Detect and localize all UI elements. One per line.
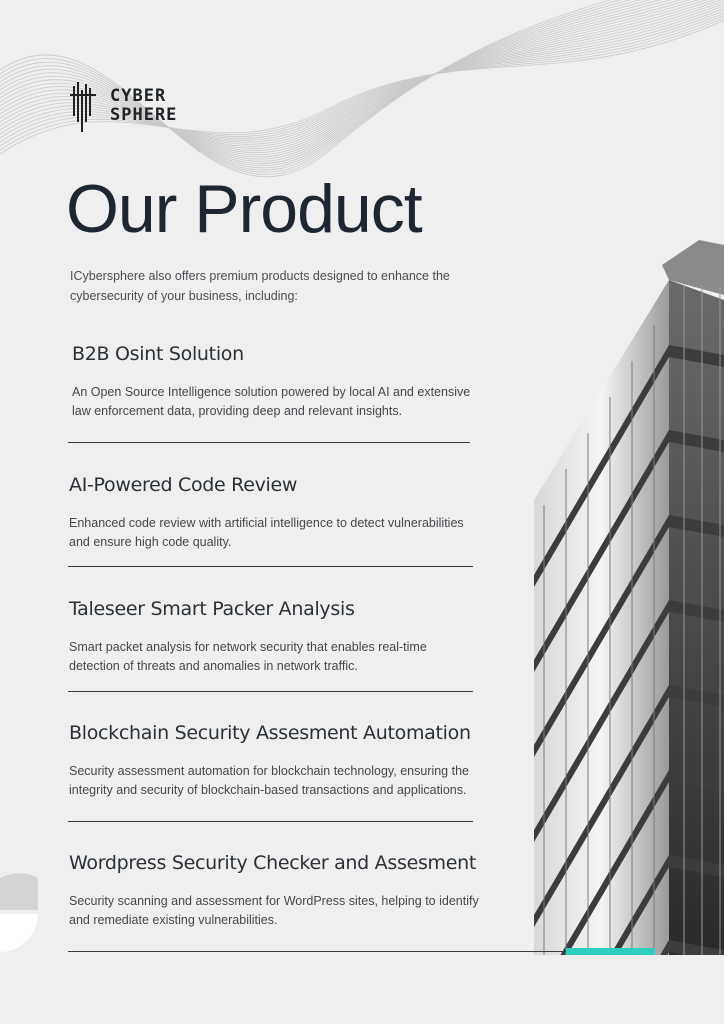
product-item (69, 598, 479, 676)
product-description: Security scanning and assessment for WordPress sites, helping to identify and remediate existing vulnerabilities. (69, 894, 479, 927)
product-description: Smart packet analysis for network security that enables real-time detection of threats and anomalies in network traffic. (69, 640, 427, 673)
building-image (534, 235, 724, 955)
divider (68, 951, 568, 952)
product-title: Taleseer Smart Packer Analysis (69, 598, 355, 620)
divider (68, 442, 470, 443)
divider (68, 691, 473, 692)
intro-text: ICybersphere also offers premium products designed to enhance the cybersecurity of your business, including: (70, 269, 450, 303)
product-description: An Open Source Intelligence solution powered by local AI and extensive law enforcement data, providing deep and relevant insights. (72, 385, 471, 418)
brand-line-2: SPHERE (110, 105, 178, 125)
product-item (69, 852, 479, 930)
decorative-circle (0, 870, 40, 960)
page-title: Our Product (66, 171, 422, 247)
brand-line-1: CYBER (110, 86, 167, 106)
product-item (69, 722, 479, 800)
product-title: Blockchain Security Assesment Automation (69, 722, 471, 744)
product-title: AI-Powered Code Review (69, 474, 298, 496)
brand-logo (70, 80, 177, 132)
product-item (69, 474, 479, 552)
product-description: Security assessment automation for blockchain technology, ensuring the integrity and security of blockchain-based transactions and applications. (69, 764, 469, 797)
shield-bars-icon (70, 80, 96, 132)
product-item (72, 343, 482, 421)
product-title: B2B Osint Solution (72, 343, 244, 365)
divider (68, 821, 473, 822)
accent-bar (566, 948, 655, 955)
product-description: Enhanced code review with artificial intelligence to detect vulnerabilities and ensure high code quality. (69, 516, 464, 549)
product-title: Wordpress Security Checker and Assesment (69, 852, 477, 874)
divider (68, 566, 473, 567)
